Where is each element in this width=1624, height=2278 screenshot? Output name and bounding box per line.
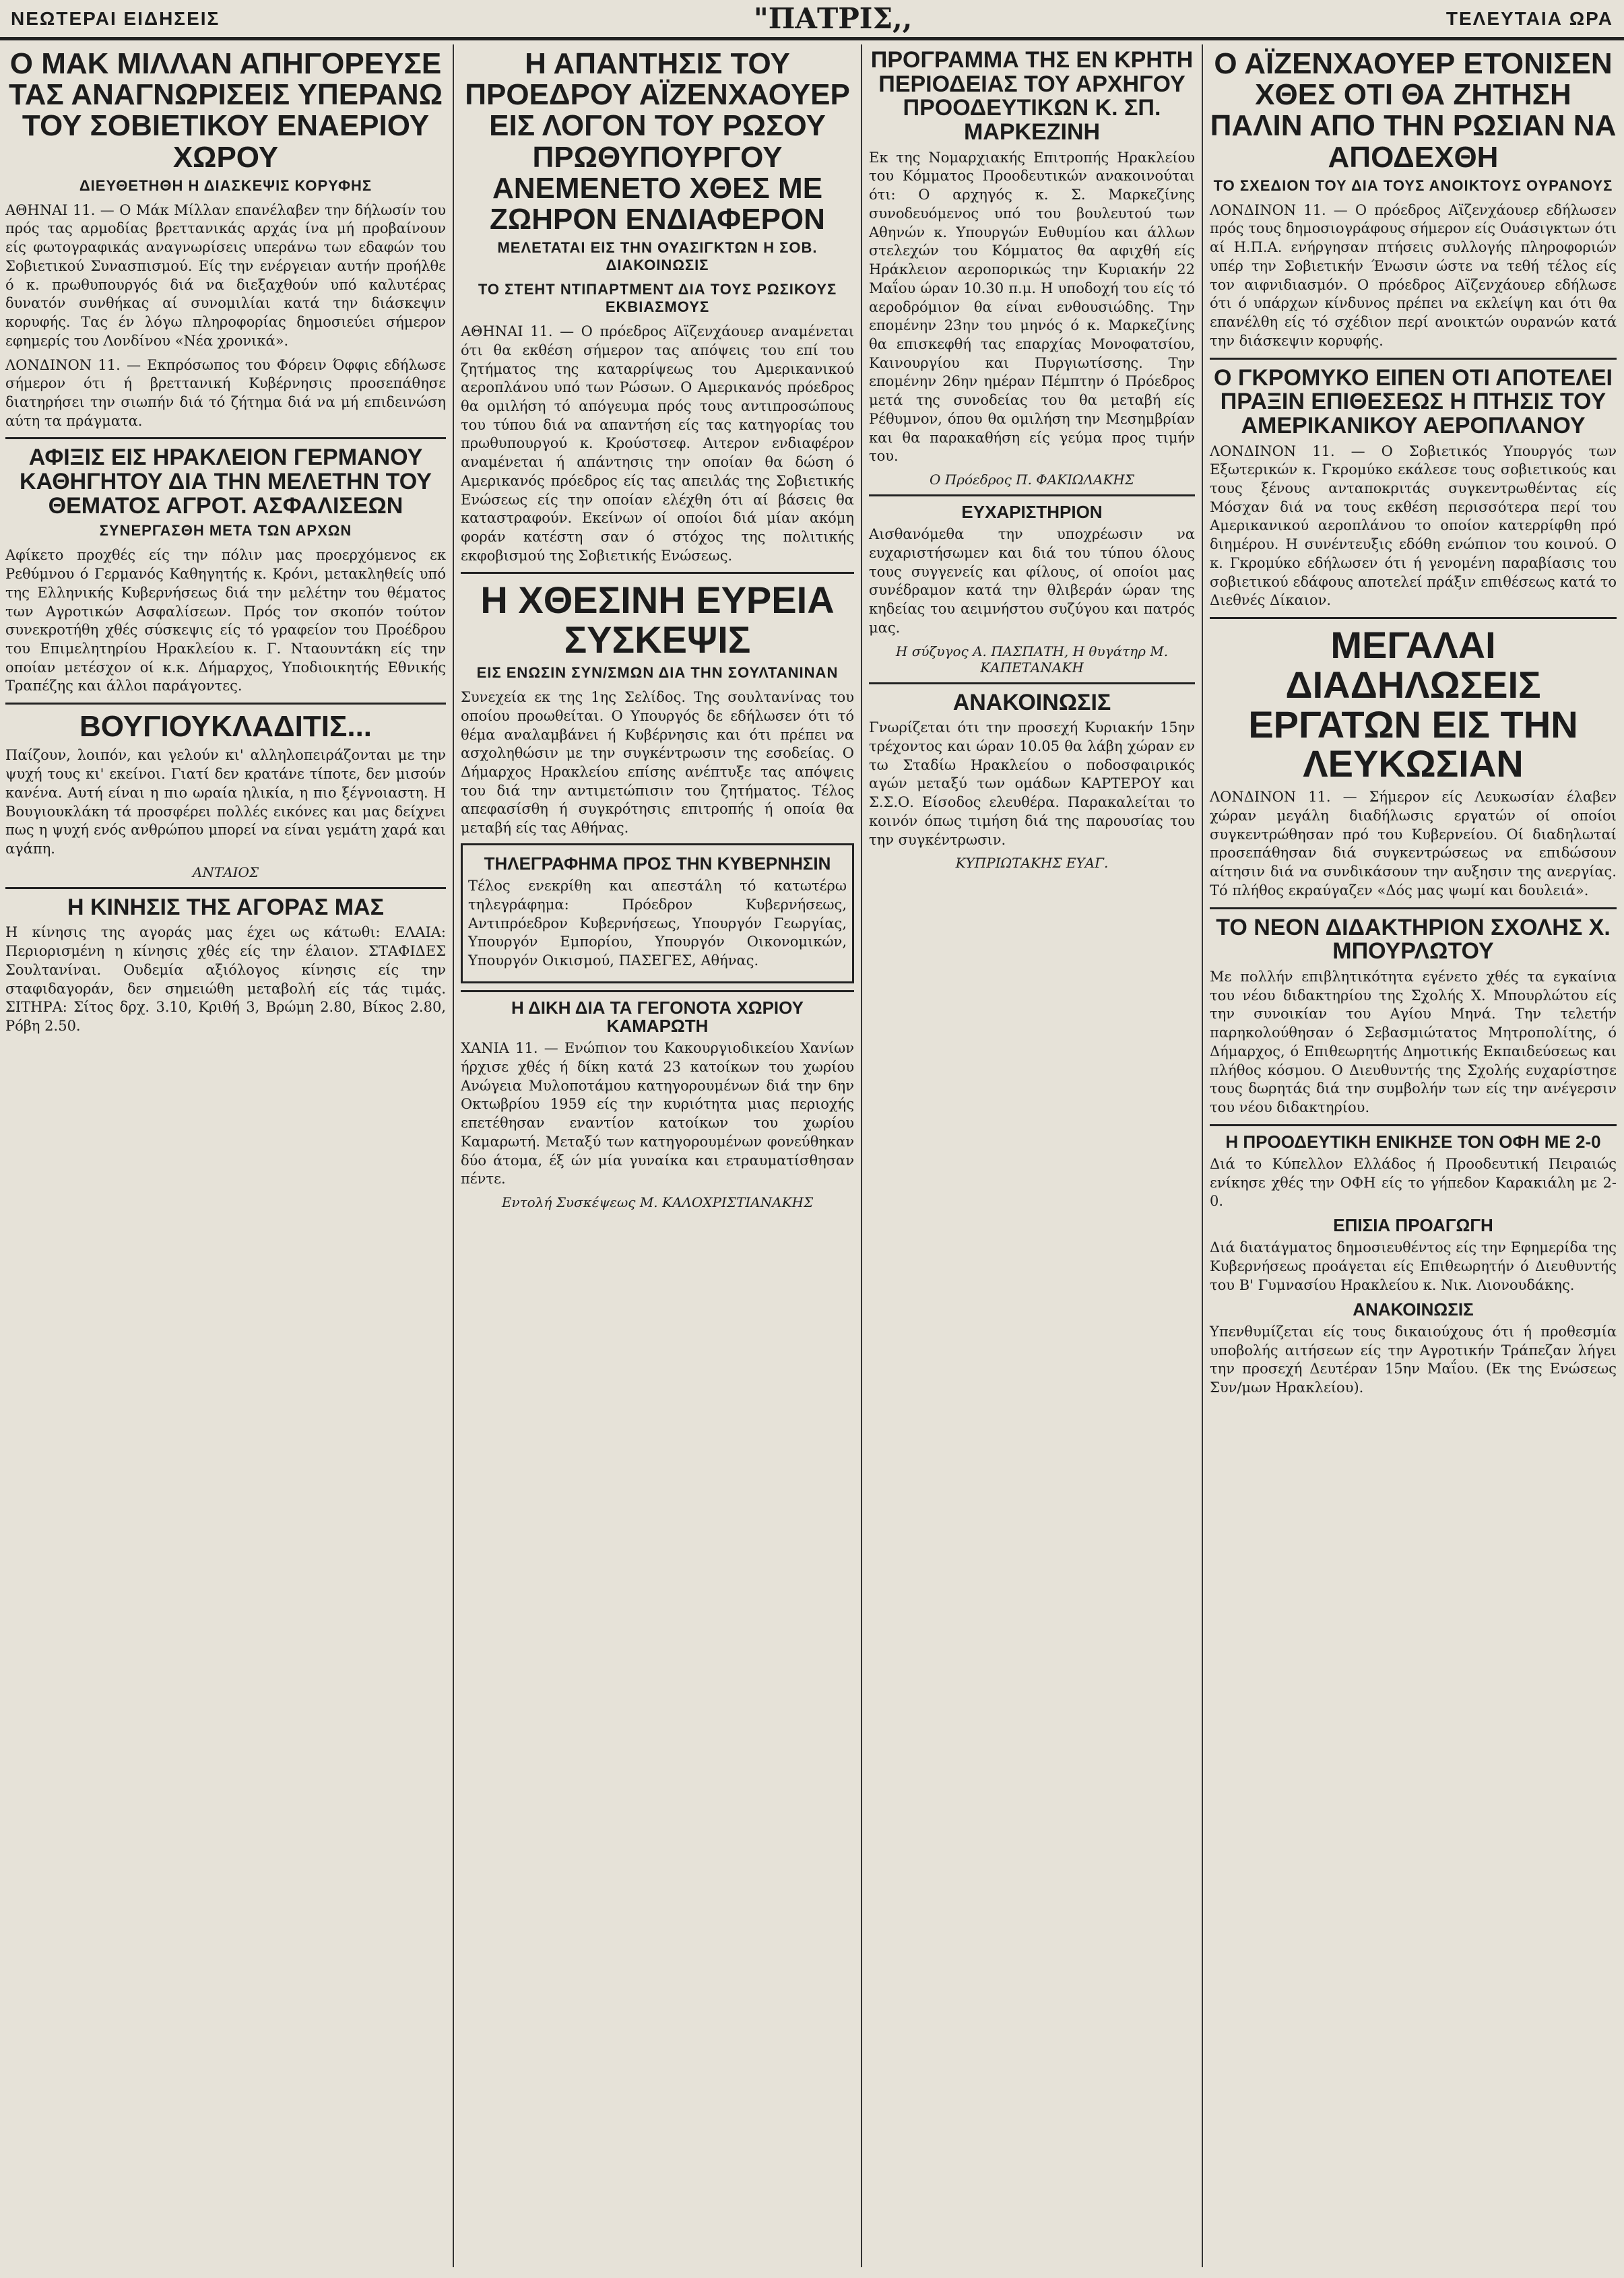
article-headline: Η ΔΙΚΗ ΔΙΑ ΤΑ ΓΕΓΟΝΟΤΑ ΧΩΡΙΟΥ ΚΑΜΑΡΩΤΗ — [511, 997, 804, 1036]
column-rule — [1202, 44, 1203, 2267]
article-headline: ΑΝΑΚΟΙΝΩΣΙΣ — [1353, 1299, 1474, 1320]
article-body: ΛΟΝΔΙΝΟΝ 11. — Ο πρόεδρος Αϊζενχάουερ εδήλωσεν πρός τους δημοσιογράφους σήμερον είς Ουάσιγκτων ότι αί Η.Π.Α. ενήργησαν πτήσεις συλλογής πληροφοριών υπέρ την Σοβιετικήν Ένωσιν ώστε να τεθή τέλος είς τον αιφνιδιασμόν. Ο πρόεδρος Αϊζενχάουερ εδήλωσε ότι ό υπάρχων κίνδυνος πρέπει να εκλείψη και ότι θα επανέλθη είς τό σχέδιον περί ανοικτών ουρανών κατά την διάσκεψιν κορυφής. — [1210, 201, 1617, 349]
article-headline: ΤΗΛΕΓΡΑΦΗΜΑ ΠΡΟΣ ΤΗΝ ΚΥΒΕΡΝΗΣΙΝ — [484, 853, 831, 874]
article-headline: ΑΦΙΞΙΣ ΕΙΣ ΗΡΑΚΛΕΙΟΝ ΓΕΡΜΑΝΟΥ ΚΑΘΗΓΗΤΟΥ ΔΙΑ ΤΗΝ ΜΕΛΕΤΗΝ ΤΟΥ ΘΕΜΑΤΟΣ ΑΓΡΟΤ. ΑΣΦΑΛΙΣΕΩΝ — [20, 445, 432, 519]
masthead-section-left: ΝΕΩΤΕΡΑΙ ΕΙΔΗΣΕΙΣ — [11, 7, 220, 29]
divider — [1210, 617, 1617, 619]
article-body: Γνωρίζεται ότι την προσεχή Κυριακήν 15ην τρέχοντος και ώραν 10.05 θα λάβη χώραν εν τω Σταδίω Ηρακλείου ο ποδοσφαιρικός αγών μεταξύ των ομάδων ΚΑΡΤΕΡΟΥ και Σ.Σ.Ο. Είσοδος ελευθέρα. Παρακαλείται το κοινόν όπως τιμήση διά της παρουσίας του την συγκέντρωσιν. — [869, 719, 1195, 848]
divider — [1210, 907, 1617, 909]
article-subhead: ΤΟ ΣΧΕΔΙΟΝ ΤΟΥ ΔΙΑ ΤΟΥΣ ΑΝΟΙΚΤΟΥΣ ΟΥΡΑΝΟΥΣ — [1213, 176, 1613, 194]
article-headline: Η ΑΠΑΝΤΗΣΙΣ ΤΟΥ ΠΡΟΕΔΡΟΥ ΑΪΖΕΝΧΑΟΥΕΡ ΕΙΣ ΛΟΓΟΝ ΤΟΥ ΡΩΣΟΥ ΠΡΩΘΥΠΟΥΡΓΟΥ ΑΝΕΜΕΝΕΤΟ ΧΘΕΣ ΜΕ ΖΩΗΡΟΝ ΕΝΔΙΑΦΕΡΟΝ — [465, 47, 850, 236]
article-body: Συνεχεία εκ της 1ης Σελίδος. Της σουλτανίνας του οποίου προωθείται. Ο Υπουργός δε εδήλωσεν ότι τό θέμα αναλαμβάνει ή Κυβέρνησις και ότι πρέπει να ασχοληθώσιν με την συγκέντρωσιν της εσοδείας. Ο Δήμαρχος Ηρακλείου επίσης ανέπτυξε τας απόψεις του διά την αντιμετώπισιν του ζητήματος. Τέλος απεφασίσθη ή συγκρότησις επιτροπής ή οποία θα μεταβή είς τας Αθήνας. — [461, 689, 854, 837]
column-3 — [864, 44, 1200, 2274]
masthead-section-right: ΤΕΛΕΥΤΑΙΑ ΩΡΑ — [1446, 7, 1613, 29]
article-body: Αφίκετο προχθές είς την πόλιν μας προερχόμενος εκ Ρεθύμνου ό Γερμανός Καθηγητής κ. Κρόνι, μετακληθείς υπό της Ελληνικής Κυβερνήσεως διά την μελέτην του θέματος των Αγροτικών Ασφαλίσεων. Πρός τον σκοπόν τούτον συνεκροτήθη χθές σύσκεψις είς τό γραφείον του Προέδρου του Επιμελητηρίου Ηρακλείου κ. Γ. Νταουντάκη είς την οποίαν μετέσχον οί κ.κ. Δήμαρχος, Υποδιοικητής Εθνικής Τραπέζης και άλλοι παράγοντες. — [5, 547, 446, 694]
article-body: ΛΟΝΔΙΝΟΝ 11. — Εκπρόσωπος του Φόρειν Όφφις εδήλωσε σήμερον ότι ή βρεττανική Κυβέρνησις προσεπάθησε διατηρήσει την σιωπήν διά τό ζήτημα διά να μή επιδεινώση αύτη τα πράγματα. — [5, 356, 446, 429]
article-headline: Ο ΑΪΖΕΝΧΑΟΥΕΡ ΕΤΟΝΙΣΕΝ ΧΘΕΣ ΟΤΙ ΘΑ ΖΗΤΗΣΗ ΠΑΛΙΝ ΑΠΟ ΤΗΝ ΡΩΣΙΑΝ ΝΑ ΑΠΟΔΕΧΘΗ — [1210, 47, 1617, 174]
article-headline: ΠΡΟΓΡΑΜΜΑ ΤΗΣ ΕΝ ΚΡΗΤΗ ΠΕΡΙΟΔΕΙΑΣ ΤΟΥ ΑΡΧΗΓΟΥ ΠΡΟΟΔΕΥΤΙΚΩΝ Κ. ΣΠ. ΜΑΡΚΕΖΙΝΗ — [870, 47, 1194, 145]
divider — [869, 682, 1195, 684]
article-signature: ΚΥΠΡΙΩΤΑΚΗΣ ΕΥΑΓ. — [955, 855, 1109, 872]
masthead — [0, 0, 1624, 40]
divider — [869, 494, 1195, 496]
article-headline: ΜΕΓΑΛΑΙ ΔΙΑΔΗΛΩΣΕΙΣ ΕΡΓΑΤΩΝ ΕΙΣ ΤΗΝ ΛΕΥΚΩΣΙΑΝ — [1248, 624, 1578, 785]
article-subhead: ΜΕΛΕΤΑΤΑΙ ΕΙΣ ΤΗΝ ΟΥΑΣΙΓΚΤΩΝ Η ΣΟΒ. ΔΙΑΚΟΙΝΩΣΙΣ — [497, 239, 818, 274]
article-body: Η κίνησις της αγοράς μας έχει ως κάτωθι: ΕΛΑΙΑ: Περιορισμένη η κίνησις χθές είς την έλαιον. ΣΤΑΦΙΔΕΣ Σουλτανίναι. Ουδεμία αξιόλογος κίνησις είς την σταφιδαγοράν, δεν σημειώθη μεταβολή είς τάς τιμάς. ΣΙΤΗΡΑ: Σίτος δρχ. 3.10, Κριθή 3, Βρώμη 2.80, Βίκος 2.80, Ρόβη 2.50. — [5, 924, 446, 1034]
article-body: ΧΑΝΙΑ 11. — Ενώπιον του Κακουργιοδικείου Χανίων ήρχισε χθές ή δίκη κατά 23 κατοίκων του χωρίου Ανώγεια Μυλοποτάμου κατηγορουμένων διά την 6ην Οκτωβρίου 1959 είς την κυριότητα μιας περιοχής επετέθησαν εναντίον κατοίκων του χωρίου Καμαρωτή. Μεταξύ των κατηγορουμένων φονεύθηκαν δύο άτομα, έξ ών μία γυναίκα και ετραυματίσθησαν πέντε. — [461, 1040, 854, 1187]
article-body: Με πολλήν επιβλητικότητα εγένετο χθές τα εγκαίνια του νέου διδακτηρίου της Σχολής Χ. Μπουρλώτου είς την συνοικίαν του Αγίου Μηνά. Την τελετήν παρηκολούθησαν ό Σεβασμιώτατος Μητροπολίτης, ό Δήμαρχος, ό Επιθεωρητής Δημοτικής Εκπαιδεύσεως και πλήθος κόσμου. Ο Διευθυντής της Σχολής ευχαρίστησε τους δωρητάς διά την συμβολήν των είς την ανέγερσιν του νέου διδακτηρίου. — [1210, 968, 1617, 1115]
column-rule — [861, 44, 862, 2267]
article-headline: Ο ΜΑΚ ΜΙΛΛΑΝ ΑΠΗΓΟΡΕΥΣΕ ΤΑΣ ΑΝΑΓΝΩΡΙΣΕΙΣ ΥΠΕΡΑΝΩ ΤΟΥ ΣΟΒΙΕΤΙΚΟΥ ΕΝΑΕΡΙΟΥ ΧΩΡΟΥ — [9, 47, 443, 174]
article-subhead: ΕΙΣ ΕΝΩΣΙΝ ΣΥΝ/ΣΜΩΝ ΔΙΑ ΤΗΝ ΣΟΥΛΤΑΝΙΝΑΝ — [476, 664, 839, 682]
article-headline: Η ΠΡΟΟΔΕΥΤΙΚΗ ΕΝΙΚΗΣΕ ΤΟΝ ΟΦΗ ΜΕ 2-0 — [1225, 1131, 1601, 1152]
article-subhead: ΤΟ ΣΤΕΗΤ ΝΤΙΠΑΡΤΜΕΝΤ ΔΙΑ ΤΟΥΣ ΡΩΣΙΚΟΥΣ ΕΚΒΙΑΣΜΟΥΣ — [478, 281, 837, 316]
divider — [1210, 358, 1617, 360]
divider — [461, 990, 854, 992]
divider — [461, 572, 854, 574]
article-signature: Ο Πρόεδρος Π. ΦΑΚΙΩΛΑΚΗΣ — [930, 471, 1134, 488]
article-headline: Η ΚΙΝΗΣΙΣ ΤΗΣ ΑΓΟΡΑΣ ΜΑΣ — [67, 894, 384, 920]
article-body: ΛΟΝΔΙΝΟΝ 11. — Σήμερον είς Λευκωσίαν έλαβεν χώραν μεγάλη διαδήλωσις εργατών οί οποίοι συγκεντρώθησαν πρό του Κυβερνείου. Οί διαδηλωταί προσεπάθησαν διά συγκεντρώσεως να επιδώσουν αίτησιν διά να συνδικάσουν την αυξησιν της ανεργίας. Τό πλήθος εκραύγαζεν «Δός μας ψωμί και δουλειά». — [1210, 789, 1617, 899]
masthead-title: "ΠΑΤΡΙΣ,, — [753, 2, 913, 35]
article-headline: Η ΧΘΕΣΙΝΗ ΕΥΡΕΙΑ ΣΥΣΚΕΨΙΣ — [480, 579, 835, 661]
article-headline: ΤΟ ΝΕΟΝ ΔΙΔΑΚΤΗΡΙΟΝ ΣΧΟΛΗΣ Χ. ΜΠΟΥΡΛΩΤΟΥ — [1216, 914, 1611, 965]
article-body: Παίζουν, λοιπόν, και γελούν κι' αλληλοπειράζονται με την ψυχή τους κι' εκείνοι. Γιατί δεν κρατάνε τίποτε, δεν μισούν κανένα. Αυτή είναι η πιο ωραία ηλικία, η πιο ξέγνοιαστη. Η Βουγιουκλάκη τά προσφέρει πολλές εικόνες και μας δείχνει πως η ψυχή ενός ανθρώπου μπορεί να είναι γεμάτη χαρά και αγάπη. — [5, 747, 446, 857]
article-headline: ΕΥΧΑΡΙΣΤΗΡΙΟΝ — [961, 501, 1103, 522]
divider — [5, 703, 446, 705]
article-body: ΑΘΗΝΑΙ 11. — Ο Μάκ Μίλλαν επανέλαβεν την δήλωσίν του πρός τας αρμοδίας βρεττανικάς αρχάς ίνα μή προβαίνουν είς φωτογραφικάς αναγνωρίσεις υπεράνω των εδαφών του Σοβιετικού Συνασπισμού. Είς την ενέργειαν αυτήν προήλθε ό κ. πρωθυπουργός διά να διεξαχθούν υπό καλυτέρας δυνατόν συνθήκας αί συνομιλίαι κατά την διάσκεψιν κορυφής. Τας έν λόγω πληροφορίας δημοσιεύει σήμερον εφημερίς του Λονδίνου «Νέα χρονικά». — [5, 201, 446, 349]
article-body: Αισθανόμεθα την υποχρέωσιν να ευχαριστήσωμεν και διά του τύπου όλους τους συγγενείς και φίλους, οί οποίοι μας συνέδραμον κατά την θλιβεράν ώραν της κηδείας του αειμνήστου συζύγου και πατρός μας. — [869, 526, 1195, 636]
article-signature: ΑΝΤΑΙΟΣ — [192, 864, 259, 880]
article-subhead: ΔΙΕΥΘΕΤΗΘΗ Η ΔΙΑΣΚΕΨΙΣ ΚΟΡΥΦΗΣ — [79, 176, 372, 194]
divider — [5, 437, 446, 439]
divider — [5, 887, 446, 889]
column-4 — [1204, 44, 1622, 2274]
article-body: ΑΘΗΝΑΙ 11. — Ο πρόεδρος Αϊζενχάουερ αναμένεται ότι θα εκθέση σήμερον τας απόψεις του επί του ζητήματος της καταρρίψεως του Αμερικανικού αεροπλάνου υπό των Ρώσων. Ο Αμερικανός πρόεδρος θα ομιλήση τό απόγευμα πρός τους αντιπροσώπους του τύπου διά να απαντήση είς τας κατηγορίας του πρωθυπουργού κ. Κρούστσεφ. Αιτερον ενδιαφέρον αναμένεται ή απάντησις την οποίαν θα δώση ό Αμερικανός πρόεδρος είς τας απειλάς της Σοβιετικής Ενώσεως είς την οποίαν ελέχθη ότι αί βάσεις θα καταστραφούν. Εκείνων οί οποίοι διά μίαν ακόμη φοράν κατέστη σαν ό στόχος της πολιτικής εκφοβισμού της Σοβιετικής Ενώσεως. — [461, 323, 854, 564]
article-headline: ΑΝΑΚΟΙΝΩΣΙΣ — [952, 689, 1111, 715]
column-1 — [0, 44, 451, 2274]
telegram-box — [461, 843, 854, 983]
article-headline: ΒΟΥΓΙΟΥΚΛΑΔΙΤΙΣ... — [79, 710, 372, 744]
article-body: Διά διατάγματος δημοσιευθέντος είς την Εφημερίδα της Κυβερνήσεως προάγεται είς Επιθεωρητήν ό Διευθυντής του Β' Γυμνασίου Ηρακλείου κ. Νικ. Λιονουδάκης. — [1210, 1239, 1617, 1293]
article-signature: Εντολή Συσκέψεως Μ. ΚΑΛΟΧΡΙΣΤΙΑΝΑΚΗΣ — [501, 1194, 814, 1211]
article-body: Υπενθυμίζεται είς τους δικαιούχους ότι ή προθεσμία υποβολής αιτήσεων είς την Αγροτικήν Τράπεζαν λήγει την προσεχή Δευτέραν 15ην Μαΐου. (Εκ της Ενώσεως Συν/μων Ηρακλείου). — [1210, 1323, 1617, 1396]
article-headline: ΕΠΙΣΙΑ ΠΡΟΑΓΩΓΗ — [1333, 1215, 1493, 1236]
article-subhead: ΣΥΝΕΡΓΑΣΘΗ ΜΕΤΑ ΤΩΝ ΑΡΧΩΝ — [99, 522, 352, 540]
article-headline: Ο ΓΚΡΟΜΥΚΟ ΕΙΠΕΝ ΟΤΙ ΑΠΟΤΕΛΕΙ ΠΡΑΞΙΝ ΕΠΙΘΕΣΕΩΣ Η ΠΤΗΣΙΣ ΤΟΥ ΑΜΕΡΙΚΑΝΙΚΟΥ ΑΕΡΟΠΛΑΝΟΥ — [1214, 364, 1613, 438]
column-rule — [453, 44, 454, 2267]
article-body: Εκ της Νομαρχιακής Επιτροπής Ηρακλείου του Κόμματος Προοδευτικών ανακοινούται ότι: Ο αρχηγός κ. Σ. Μαρκεζίνης συνοδευόμενος υπό του βουλευτού των Αθηνών κ. Υπουργών Ευθυμίου και άλλων στελεχών του Κόμματος θα αφιχθή είς Ηράκλειον αεροπορικώς την Κυριακήν 22 Μαΐου ώραν 10.30 π.μ. Η υποδοχή του είς τό αεροδρόμιον θα είναι ενθουσιώδης. Την επομένην 23ην του μηνός ό κ. Μαρκεζίνης θα επισκεφθή τας επαρχίας Μονοφατσίου, Καινουργίου και Πυργιωτίσσης. Την επομένην 26ην ημέραν Πέμπτην ό Πρόεδρος μετά της συνοδείας του θα μεταβή είς Ρέθυμνον, όπου θα ομιλήση την Μεσημβρίαν και θα παρακαθήση είς γεύμα προς τιμήν του. — [869, 149, 1195, 465]
column-2 — [455, 44, 859, 2274]
article-body: ΛΟΝΔΙΝΟΝ 11. — Ο Σοβιετικός Υπουργός των Εξωτερικών κ. Γκρομύκο εκάλεσε τους σοβιετικούς και τους ξένους ανταποκριτάς συγκεντρωθέντας είς Μόσχαν διά να τους εκθέση περισσότερα περί του Αμερικανικού αεροπλάνου το οποίον κατερρίφθη πρό διημέρου. Η συνέντευξις εδόθη ενώπιον του κοινού. Ο κ. Γκρομύκο εδήλωσεν ότι ή γενομένη παραβίασις του σοβιετικού εδάφους αποτελεί πράξιν επιθέσεως κατά το Διεθνές Δίκαιον. — [1210, 443, 1617, 609]
article-body: Τέλος ενεκρίθη και απεστάλη τό κατωτέρω τηλεγράφημα: Πρόεδρον Κυβερνήσεως, Αντιπρόεδρον Κυβερνήσεως, Υπουργόν Γεωργίας, Υπουργόν Εμπορίου, Υπουργόν Οικονομικών, Υπουργόν Οικισμού, ΠΑΣΕΓΕΣ, Αθήνας. — [468, 878, 847, 969]
article-signature: Η σύζυγος Α. ΠΑΣΠΑΤΗ, Η θυγάτηρ Μ. ΚΑΠΕΤΑΝΑΚΗ — [895, 643, 1169, 676]
divider — [1210, 1124, 1617, 1126]
article-body: Διά το Κύπελλον Ελλάδος ή Προοδευτική Πειραιώς ενίκησε χθές την ΟΦΗ είς το γήπεδον Καρακιάλη με 2-0. — [1210, 1155, 1617, 1210]
